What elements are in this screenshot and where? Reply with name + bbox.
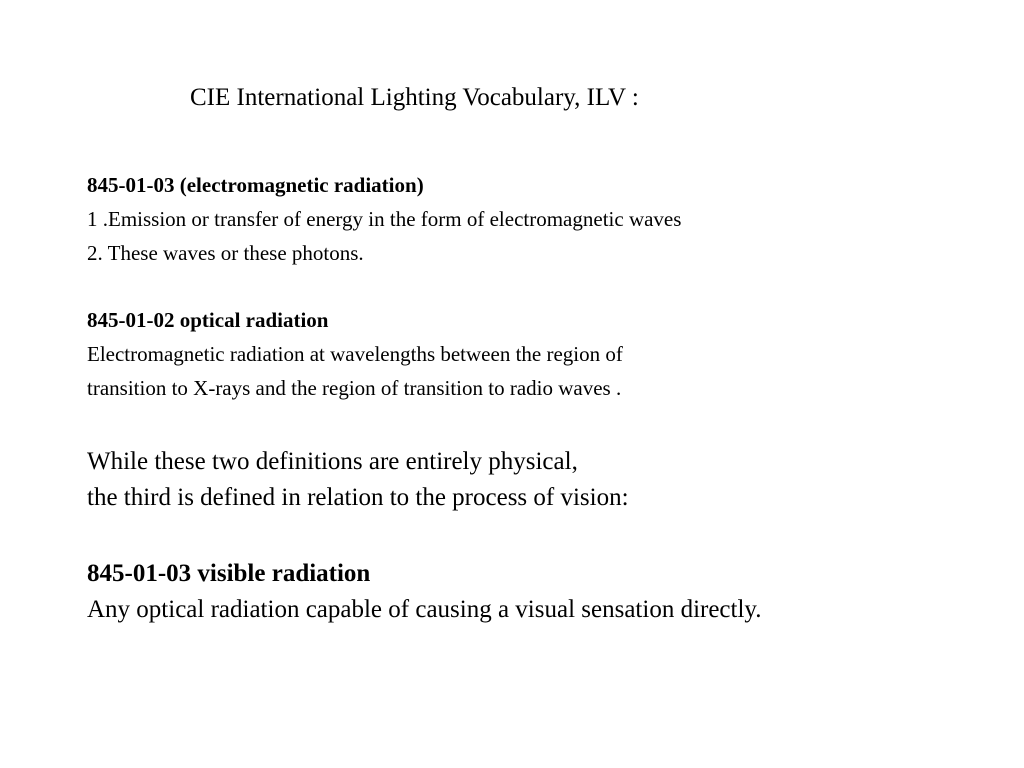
definition-line: 2. These waves or these photons. <box>87 241 364 265</box>
definition-visible-radiation <box>87 556 762 628</box>
definition-electromagnetic-radiation <box>87 168 681 270</box>
transition-text <box>87 444 629 516</box>
definition-line: 1 .Emission or transfer of energy in the form of electromagnetic waves <box>87 207 682 231</box>
definition-line: Electromagnetic radiation at wavelengths between the region of <box>87 342 623 366</box>
transition-line: the third is defined in relation to the process of vision: <box>87 484 629 511</box>
definition-heading: 845-01-03 visible radiation <box>87 560 371 587</box>
definition-heading: 845-01-02 optical radiation <box>87 308 329 332</box>
definition-optical-radiation <box>87 303 623 405</box>
slide-title: CIE International Lighting Vocabulary, ILV : <box>190 84 639 111</box>
definition-heading: 845-01-03 (electromagnetic radiation) <box>87 173 424 197</box>
definition-line: Any optical radiation capable of causing a visual sensation directly. <box>87 596 762 623</box>
definition-line: transition to X-rays and the region of transition to radio waves . <box>87 376 622 400</box>
transition-line: While these two definitions are entirely physical, <box>87 448 578 475</box>
